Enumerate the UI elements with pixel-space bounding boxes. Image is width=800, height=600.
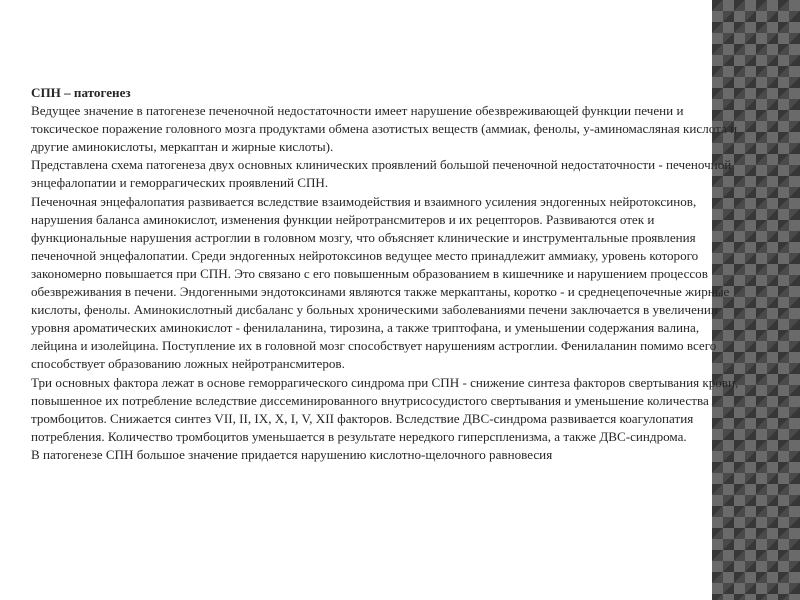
paragraph-acid-base: В патогенезе СПН большое значение придается нарушению кислотно-щелочного равновесия [31, 446, 553, 462]
slide-title: СПН – патогенез [31, 85, 131, 100]
slide-content [31, 84, 747, 464]
paragraph-hemorrhagic: Три основных фактора лежат в основе геморрагического синдрома при СПН - снижение синтеза факторов свертывания крови, повышенное их потребление вследствие диссеминированного внутрисосудистого свертывания и уменьшение количества тромбоцитов. Снижается синтез VII, II, IX, X, I, V, XII факторов. Вследствие ДВС-синдрома развивается коагулопатия потребления. Количество тромбоцитов уменьшается в результате нередкого гиперспленизма, а также ДВС-синдрома. [31, 374, 739, 444]
paragraph-encephalopathy: Печеночная энцефалопатия развивается вследствие взаимодействия и взаимного усиления эндогенных нейротоксинов, нарушения баланса аминокислот, изменения функции нейротрансмитеров и их рецепторов. Развиваются отек и функциональные нарушения астроглии в головном мозгу, что объясняет клинические и инструментальные проявления печеночной энцефалопатии. Среди эндогенных нейротоксинов ведущее место принадлежит аммиаку, уровень которого закономерно повышается при СПН. Это связано с его повышенным образованием в кишечнике и нарушением процессов обезвреживания в печени. Эндогенными эндотоксинами являются также меркаптаны, коротко - и среднецепочечные жирные кислоты, фенолы. Аминокислотный дисбаланс у больных хроническими заболеваниями печени заключается в увеличении уровня ароматических аминокислот - фенилаланина, тирозина, а также триптофана, и уменьшении содержания валина, лейцина и изолейцина. Поступление их в головной мозг способствует нарушениям астроглии. Фенилаланин помимо всего способствует образованию ложных нейротрансмитеров. [31, 193, 730, 372]
paragraph-scheme: Представлена схема патогенеза двух основных клинических проявлений большой печеночной недостаточности - печеночной энцефалопатии и геморрагических проявлений СПН. [31, 157, 732, 191]
paragraph-intro: Ведущее значение в патогенезе печеночной недостаточности имеет нарушение обезвреживающей функции печени и токсическое поражение головного мозга продуктами обмена азотистых веществ (аммиак, фенолы, у-аминомасляная кислота и другие аминокислоты, меркаптан и жирные кислоты). [31, 103, 738, 155]
